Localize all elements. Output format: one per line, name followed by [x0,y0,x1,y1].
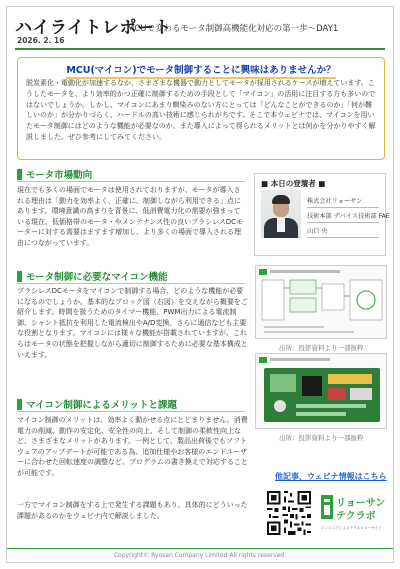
more-articles-link[interactable]: 他記事、ウェビナ情報はこちら [275,472,387,481]
ryosan-techlab-logo [319,491,389,535]
speaker-heading: ■ 本日の登壇者 ■ [261,179,326,188]
slide-caption-1: 出所：投影資料より一部抜粋 [279,344,364,352]
section-market-title: モータ市場動向 [17,167,92,181]
slide-caption-2: 出所：投影資料より一部抜粋 [279,434,364,442]
svg-text:リョーサン: リョーサン [336,498,386,509]
intro-title-text: MCU(マイコン)でモータ制御することに興味はありませんか？ [66,65,335,79]
block-diagram-slide [255,265,387,339]
footer-divider [7,548,393,549]
intro-title [18,62,384,76]
copyright-footer: Copyright© Ryosan Company Limited All rights reserved. [113,552,287,559]
section-divider [17,181,245,182]
section-divider [17,411,245,412]
section-market-body: 現在でも多くの場面でモータは使用されておりますが、モータが導入される理由は「動力を効率よく、正確に、制御しながら利用できる」点にあります。環境意識の高まりを背景に、低消費電力化の需要が強まっている現在、低価格帯のモータ・やメンテナンス性の良いブラシレスDCモーターに対する需要はますます増加し、より多くの場面で導入される理由につながっています。 [17,186,244,247]
section-functions-title: モータ制御に必要なマイコン機能 [17,269,168,283]
speaker-department: 技術本部 デバイス技術部 FAE [307,213,390,220]
evaluation-board-slide [255,353,387,429]
report-page [6,6,394,563]
report-date: 2026. 2. 16 [17,36,65,45]
intro-box [17,57,385,160]
speaker-photo [261,190,301,238]
section-divider [17,283,245,284]
report-subtitle: MCUで変わるモータ制御高機能化対応の第一歩～DAY1 [127,24,339,34]
qr-code[interactable] [265,489,313,537]
section-functions-body: ブラシレスDCモータをマイコンで制御する場合、どのような機能が必要になるのでしょうか。基本的なブロック図（右図）を交えながら概要をご紹介します。時間を扱うためのタイマー機能、PWM出力による電流制御、シャント抵抗を利用した電流検出やA/D変換、さらに通信なども主要な役割となります。マイコンには様々な機能が搭載されていますが、これらはモータの状態を把握しながら適切に制御するために必要な基本構成といえます。 [17,287,248,359]
speaker-company: 株式会社リョーサン [307,198,363,205]
header-divider [15,48,385,50]
section-merits-body-1: マイコン制御のメリットは、効率よく動かせる点にとどまりません。消費電力の削減、動作の安定化、安全性の向上、そして制御の柔軟性向上など、さまざまなメリットがあります。一例として、製品出荷後でもソフトウェアのアップデートが可能である為、追加仕様やお客様のエンドユーザーに合わせた回転速度の調整など、プログラムの書き換えで対応することが可能です。 [17,416,248,477]
intro-body: 脱炭素化・電動化が加速するなか、さまざまな機器で動力としてモータが採用されるケースが増えています。こうしたモータを、より効率的かつ正確に制御するための手段として「マイコン」の活用に注目する方も多いのではないでしょうか。しかし、マイコンにあまり馴染みのない方にとっては「どんなことができるのか」「何が難しいのか」が分かりづらく、ハードルの高い技術に感じられがちです。そこで本ウェビナでは、マイコンを用いたモータ制御にはどのような機能が必要なのか、また導入によって得られるメリットとは何かを分かりやすく解説しました。ぜひ参考にしてみてください。 [26,79,376,141]
svg-text:テクラボ: テクラボ [336,511,376,522]
speaker-card [254,173,390,256]
report-title: ハイライトレポート [15,18,172,38]
section-merits-body-2: 一方でマイコン制御をする上で発生する課題もあり、具体的にどういった課題があるのかをウェビナ内で解説しました。 [17,501,248,520]
section-merits-title: マイコン制御によるメリットと課題 [17,397,177,411]
speaker-name: 山口 央 [307,228,328,235]
svg-text:エンジニアによるテクネロジーサイト: エンジニアによるテクネロジーサイト [321,526,382,530]
